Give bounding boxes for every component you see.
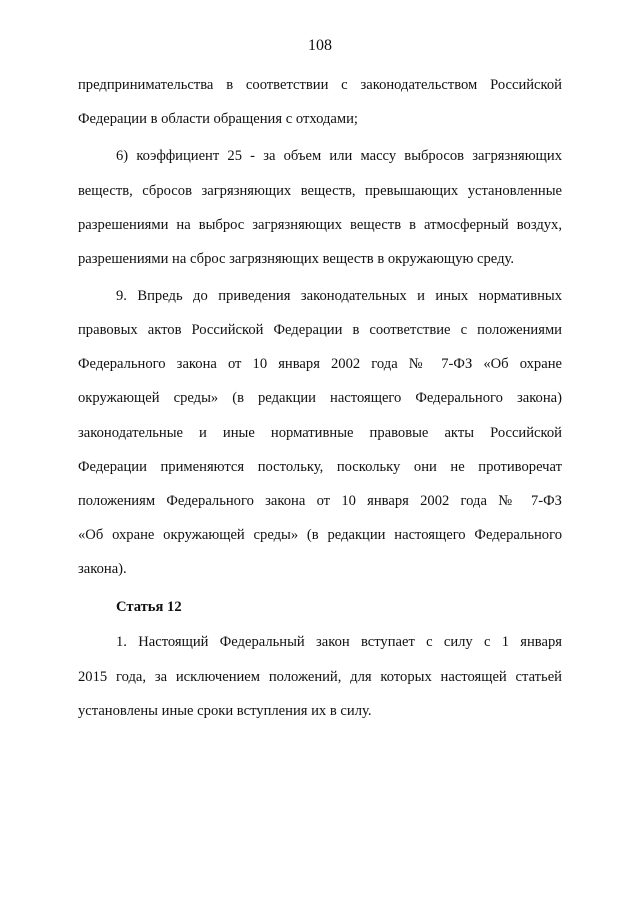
text-line: 1. Настоящий Федеральный закон вступает с силу с 1 января	[116, 634, 562, 650]
text-line: положениям Федерального закона от 10 января 2002 года № 7-ФЗ	[78, 493, 562, 509]
text-line: 2015 года, за исключением положений, для которых настоящей статьей	[78, 669, 562, 685]
article-heading: Статья 12	[116, 599, 182, 615]
text-line: «Об охране окружающей среды» (в редакции настоящего Федерального	[78, 527, 562, 543]
page-number: 108	[308, 37, 332, 54]
text-line: предпринимательства в соответствии с законодательством Российской	[78, 77, 562, 93]
text-line: разрешениями на сброс загрязняющих веществ в окружающую среду.	[78, 251, 514, 267]
text-line: Федерации применяются постольку, поскольку они не противоречат	[78, 459, 562, 475]
text-line: разрешениями на выброс загрязняющих веществ в атмосферный воздух,	[78, 217, 562, 233]
text-line: веществ, сбросов загрязняющих веществ, превышающих установленные	[78, 183, 562, 199]
text-line: установлены иные сроки вступления их в силу.	[78, 703, 372, 719]
text-line: закона).	[78, 561, 127, 577]
text-line: законодательные и иные нормативные правовые акты Российской	[78, 425, 562, 441]
text-line: окружающей среды» (в редакции настоящего Федерального закона)	[78, 390, 562, 406]
text-line: 6) коэффициент 25 - за объем или массу выбросов загрязняющих	[116, 148, 562, 164]
text-line: 9. Впредь до приведения законодательных и иных нормативных	[116, 288, 562, 304]
text-line: Федерального закона от 10 января 2002 года № 7-ФЗ «Об охране	[78, 356, 562, 372]
text-line: правовых актов Российской Федерации в соответствие с положениями	[78, 322, 562, 338]
text-line: Федерации в области обращения с отходами;	[78, 111, 358, 127]
